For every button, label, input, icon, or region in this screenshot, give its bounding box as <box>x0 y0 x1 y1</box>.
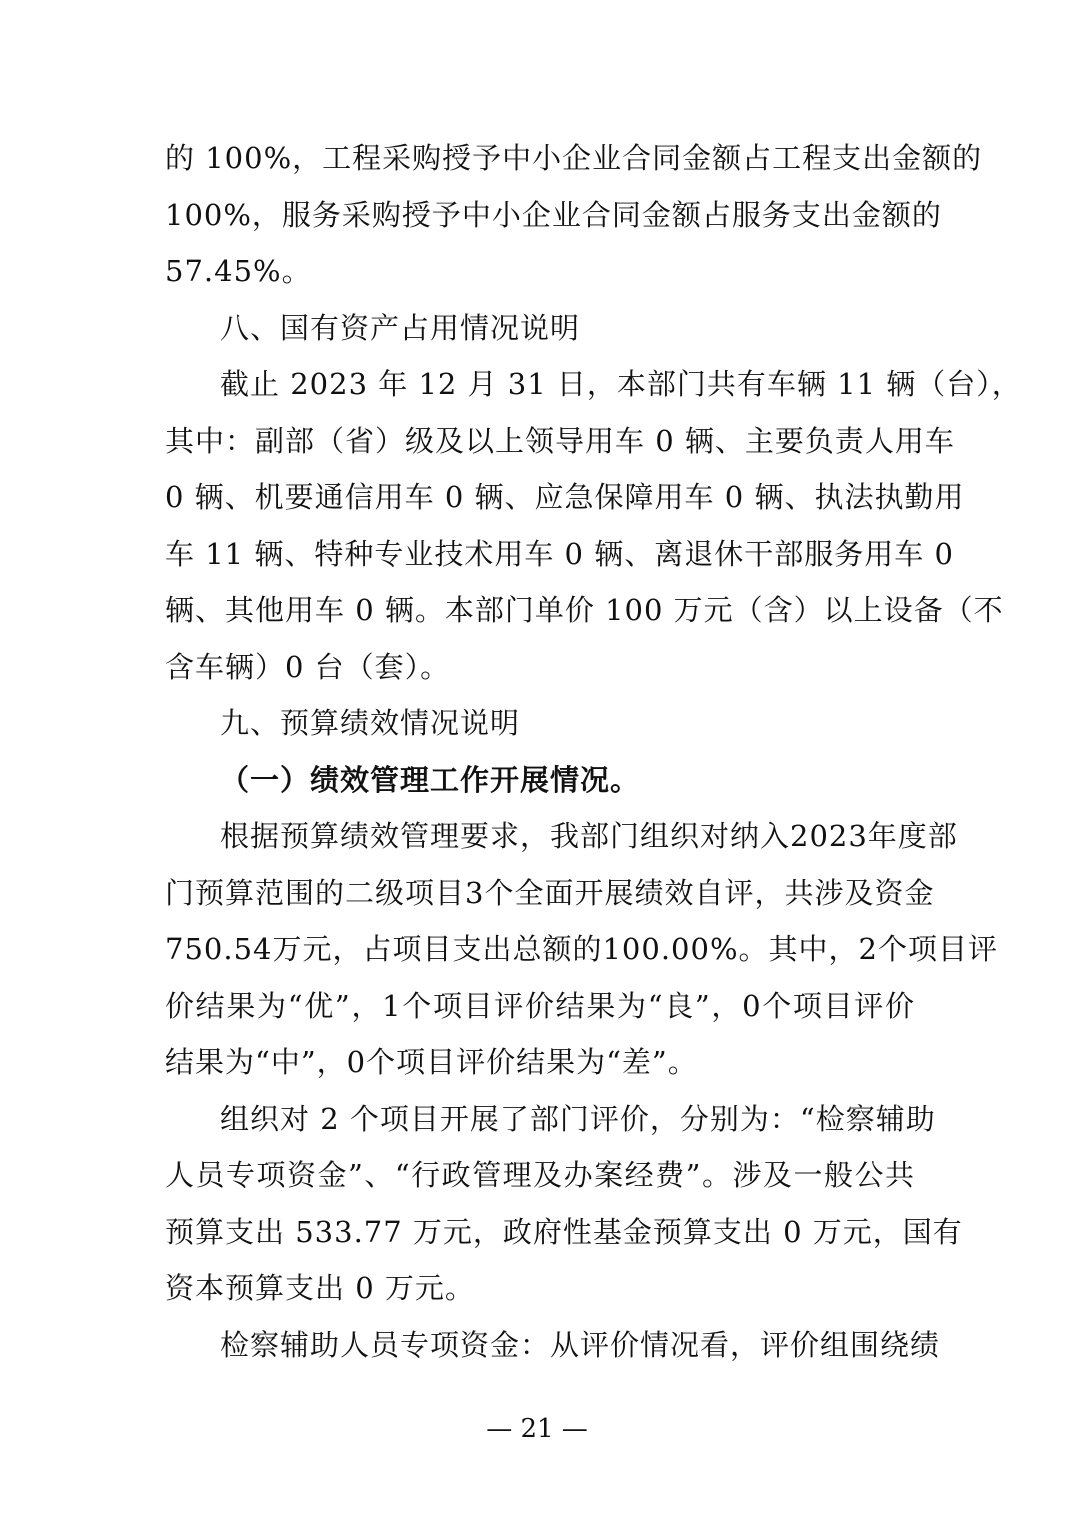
body-text-line: 预算支出 533.77 万元，政府性基金预算支出 0 万元，国有 <box>165 1215 963 1249</box>
body-text-line: 根据预算绩效管理要求，我部门组织对纳入2023年度部 <box>220 819 958 853</box>
body-text-line: 其中：副部（省）级及以上领导用车 0 辆、主要负责人用车 <box>165 424 955 458</box>
body-text-line: 人员专项资金”、“行政管理及办案经费”。涉及一般公共 <box>165 1158 915 1192</box>
body-text-line: 0 辆、机要通信用车 0 辆、应急保障用车 0 辆、执法执勤用 <box>165 480 965 514</box>
body-text-line: 辆、其他用车 0 辆。本部门单价 100 万元（含）以上设备（不 <box>165 593 1004 627</box>
body-text-line: 车 11 辆、特种专业技术用车 0 辆、离退休干部服务用车 0 <box>165 537 954 571</box>
page-number: — 21 — <box>486 1414 588 1444</box>
body-text-line: 的 100%，工程采购授予中小企业合同金额占工程支出金额的 <box>165 141 983 175</box>
body-text-line: 价结果为“优”，1个项目评价结果为“良”，0个项目评价 <box>165 989 915 1023</box>
body-text-line: 含车辆）0 台（套）。 <box>165 650 451 684</box>
body-text-line: 750.54万元，占项目支出总额的100.00%。其中，2个项目评 <box>165 932 998 966</box>
body-text-line: 检察辅助人员专项资金：从评价情况看，评价组围绕绩 <box>220 1328 941 1362</box>
body-text-line: 门预算范围的二级项目3个全面开展绩效自评，共涉及资金 <box>165 876 935 910</box>
body-text-line: 资本预算支出 0 万元。 <box>165 1271 475 1305</box>
body-text-line: 组织对 2 个项目开展了部门评价，分别为：“检察辅助 <box>220 1102 936 1136</box>
body-text-line: 100%，服务采购授予中小企业合同金额占服务支出金额的 <box>165 198 942 232</box>
body-text-line: 57.45%。 <box>165 254 312 288</box>
section-heading: 八、国有资产占用情况说明 <box>220 311 581 345</box>
subsection-heading: （一）绩效管理工作开展情况。 <box>220 763 641 797</box>
body-text-line: 结果为“中”，0个项目评价结果为“差”。 <box>165 1045 698 1079</box>
section-heading: 九、预算绩效情况说明 <box>220 706 521 740</box>
body-text-line: 截止 2023 年 12 月 31 日，本部门共有车辆 11 辆（台）， <box>220 367 1022 401</box>
